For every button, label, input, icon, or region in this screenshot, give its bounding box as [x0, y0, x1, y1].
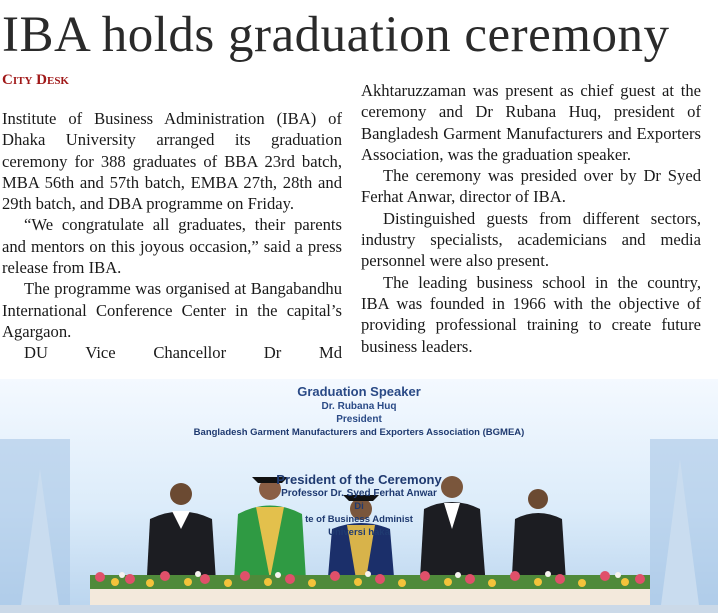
- paragraph: Institute of Business Administration (IBA) of Dhaka University arranged its graduation ceremony for 388 graduates of BBA 23rd batch, MBA 56th and 57th batch, EMBA 27th, 28th and 29th batch, and DBA programme on Friday.: [2, 109, 342, 214]
- article-column-1: [2, 108, 342, 364]
- paragraph: The ceremony was presided over by Dr Syed Ferhat Anwar, director of IBA.: [361, 166, 701, 207]
- banner2-role: Di: [354, 501, 364, 512]
- paragraph: DU Vice Chancellor Dr Md: [24, 343, 342, 363]
- paragraph: “We congratulate all graduates, their parents and mentors on this joyous occasion,” said a press release from IBA.: [2, 215, 342, 278]
- paragraph: The leading business school in the country, IBA was founded in 1966 with the objective of providing professional training to create future business leaders.: [361, 272, 701, 356]
- banner2-name: Professor Dr. Syed Ferhat Anwar: [281, 488, 437, 499]
- banner2-org-line2: Universi haka: [328, 527, 390, 538]
- banner-title: Graduation Speaker: [297, 384, 421, 399]
- banner-org: Bangladesh Garment Manufacturers and Exporters Association (BGMEA): [193, 427, 525, 438]
- ceremony-photo: [0, 379, 718, 613]
- banner2-org-line1: te of Business Administ: [305, 514, 413, 525]
- banner2-title: President of the Ceremony: [276, 472, 442, 487]
- banner-name: Dr. Rubana Huq: [321, 401, 397, 412]
- article-headline: IBA holds graduation ceremony: [2, 7, 670, 63]
- banner-role: President: [336, 414, 382, 425]
- paragraph: Distinguished guests from different sectors, industry specialists, academicians and media personnel were also present.: [361, 208, 701, 271]
- paragraph: Akhtaruzzaman was present as chief guest at the ceremony and Dr Rubana Huq, president of Bangladesh Garment Manufacturers and Exporters Association, was the graduation speaker.: [361, 81, 701, 164]
- article-column-2: [361, 80, 701, 357]
- paragraph: The programme was organised at Bangabandhu International Conference Center in the capital’s Agargaon.: [2, 279, 342, 341]
- article-byline: City Desk: [2, 72, 69, 88]
